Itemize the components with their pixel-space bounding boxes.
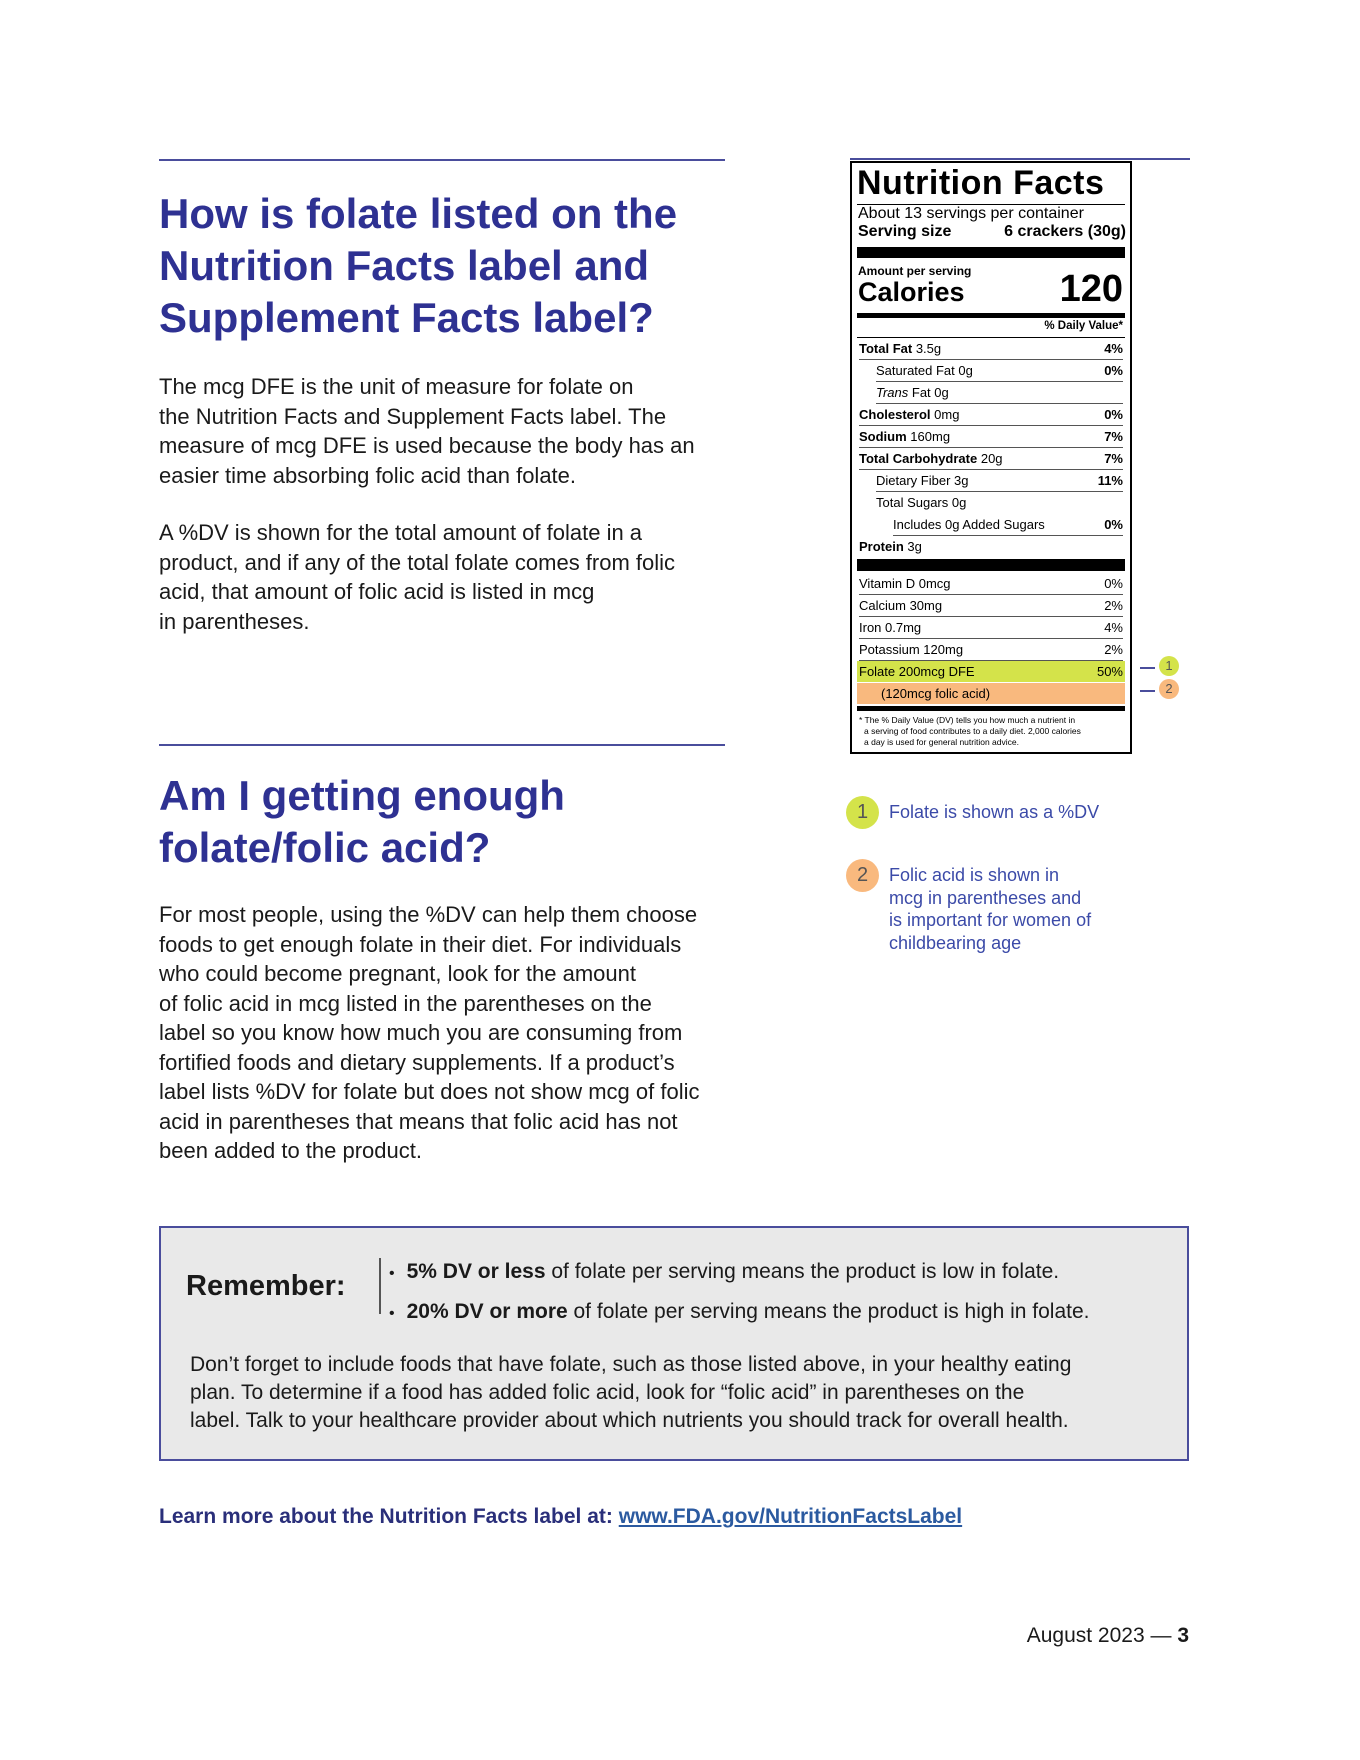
- text-line: who could become pregnant, look for the amount: [159, 961, 636, 986]
- page-footer: [1027, 1624, 1189, 1648]
- bullet-dot: •: [389, 1265, 395, 1282]
- marker-number: 1: [1165, 658, 1173, 673]
- thick-divider: [857, 559, 1125, 571]
- nutrient-row: [859, 338, 1123, 360]
- folate-name: Folate 200mcg DFE: [859, 664, 975, 679]
- remember-label: Remember:: [186, 1270, 346, 1302]
- text-line: acid in parentheses that means that folic acid has not: [159, 1108, 678, 1134]
- text-line: label so you know how much you are consuming from: [159, 1020, 683, 1045]
- callout-marker-2: [1159, 679, 1179, 699]
- vitamin-row: [859, 617, 1123, 639]
- remember-bullet: [389, 1298, 1089, 1328]
- learn-more-text: Learn more about the Nutrition Facts label at:: [159, 1505, 619, 1528]
- legend-badge-1: [846, 796, 879, 829]
- nutrient-name: Trans: [876, 385, 909, 400]
- thick-divider: [857, 247, 1125, 258]
- servings-per-container: About 13 servings per container: [858, 205, 1084, 222]
- vitamin-name: Vitamin D 0mcg: [859, 576, 951, 591]
- nutrition-facts-label: [850, 161, 1132, 754]
- daily-value-header: % Daily Value*: [1044, 320, 1123, 332]
- legend-badge-2: [846, 859, 879, 892]
- remember-body: [190, 1351, 1071, 1435]
- vitamin-row: [859, 573, 1123, 595]
- vitamin-name: Iron 0.7mg: [859, 620, 922, 635]
- text-line: The mcg DFE is the unit of measure for folate on: [159, 374, 634, 399]
- remember-divider: [379, 1258, 381, 1314]
- calories-label: Calories: [858, 277, 965, 307]
- nutrient-name: Total Carbohydrate: [859, 451, 978, 466]
- nutrient-dv: 11%: [1097, 473, 1123, 488]
- nutrient-amount: 0g: [951, 495, 967, 510]
- bullet-text: of folate per serving means the product is low in folate.: [545, 1260, 1060, 1283]
- vitamin-dv: 4%: [1104, 620, 1123, 635]
- nutrient-amount: 0g: [958, 363, 973, 378]
- nutrient-row: [876, 360, 1123, 382]
- top-rule-right: [850, 158, 1190, 160]
- text-line: measure of mcg DFE is used because the body has an: [159, 433, 695, 458]
- top-rule-left: [159, 159, 725, 161]
- badge-number: 2: [856, 864, 869, 886]
- body-line: Don’t forget to include foods that have folate, such as those listed above, in your healthy eating: [190, 1353, 1072, 1376]
- vitamin-dv: 0%: [1104, 576, 1123, 591]
- page-number: 3: [1177, 1624, 1189, 1647]
- legend-line: is important for women of: [889, 910, 1092, 930]
- badge-number: 1: [856, 801, 869, 823]
- legend-text-2: [889, 864, 1091, 954]
- folate-dv: 50%: [1096, 664, 1123, 679]
- section2-paragraph: [159, 900, 699, 1166]
- vitamin-row: [859, 639, 1123, 661]
- folic-acid-amount: (120mcg folic acid): [881, 686, 991, 701]
- folate-row-highlight: [857, 661, 1125, 682]
- section1-paragraph2: [159, 518, 675, 636]
- nutrient-amount: 3g: [907, 539, 922, 554]
- text-line: been added to the product.: [159, 1138, 422, 1163]
- body-line: plan. To determine if a food has added folic acid, look for “folic acid” in parentheses on the: [190, 1381, 1025, 1404]
- nutrient-row: [876, 492, 1123, 513]
- callout-marker-1: [1159, 656, 1179, 676]
- nutrient-row: [859, 404, 1123, 426]
- legend-line: Folate is shown as a %DV: [889, 802, 1100, 822]
- text-line: the Nutrition Facts and Supplement Facts label. The: [159, 403, 667, 429]
- nutrient-dv: 0%: [1104, 517, 1123, 532]
- legend-line: childbearing age: [889, 932, 1022, 953]
- nutrient-row: [893, 514, 1123, 536]
- nutrient-row: [876, 382, 1123, 404]
- nutrient-dv: 0%: [1104, 407, 1123, 422]
- fda-link[interactable]: www.FDA.gov/NutritionFactsLabel: [618, 1505, 963, 1528]
- footnote-line: * The % Daily Value (DV) tells you how much a nutrient in: [859, 715, 1076, 725]
- text-line: product, and if any of the total folate comes from folic: [159, 549, 676, 575]
- heading-line: Supplement Facts label?: [159, 294, 654, 341]
- nutrient-amount: 0mg: [934, 407, 960, 422]
- bullet-text: of folate per serving means the product is high in folate.: [567, 1300, 1090, 1323]
- marker-number: 2: [1165, 681, 1173, 696]
- label-title: Nutrition Facts: [857, 164, 1105, 202]
- nutrient-name: Includes 0g Added Sugars: [893, 517, 1045, 532]
- text-line: acid, that amount of folic acid is listed in mcg: [159, 579, 595, 604]
- text-line: A %DV is shown for the total amount of folate in a: [159, 520, 643, 545]
- nutrient-row: [859, 448, 1123, 470]
- footer-date: August 2023 —: [1026, 1624, 1172, 1647]
- section2-heading: [159, 770, 565, 874]
- nutrient-amount: 3g: [954, 473, 969, 488]
- footnote: [859, 715, 1081, 748]
- callout-connector-2: [1140, 690, 1155, 692]
- middle-rule: [159, 744, 725, 746]
- text-line: of folic acid in mcg listed in the parentheses on the: [159, 990, 652, 1016]
- nutrient-name: Protein: [859, 539, 904, 554]
- text-line: For most people, using the %DV can help them choose: [159, 902, 698, 927]
- vitamin-name: Calcium 30mg: [859, 598, 943, 613]
- nutrient-amount: Fat 0g: [911, 385, 949, 400]
- section1-heading: [159, 188, 677, 344]
- heading-line: How is folate listed on the: [159, 190, 678, 237]
- footnote-line: a day is used for general nutrition advice.: [864, 737, 1019, 747]
- nutrient-dv: 7%: [1104, 451, 1123, 466]
- nutrient-name: Total Fat: [859, 341, 913, 356]
- heading-line: Am I getting enough: [159, 772, 565, 819]
- legend-line: mcg in parentheses and: [889, 887, 1082, 908]
- bullet-bold: 5% DV or less: [406, 1260, 546, 1283]
- medium-divider: [857, 313, 1125, 318]
- vitamin-row: [859, 595, 1123, 617]
- remember-box: [159, 1226, 1189, 1461]
- nutrient-row: [876, 470, 1123, 492]
- nutrient-dv: 4%: [1104, 341, 1123, 356]
- vitamin-name: Potassium 120mg: [859, 642, 964, 657]
- nutrient-dv: 0%: [1104, 363, 1123, 378]
- bullet-bold: 20% DV or more: [406, 1300, 568, 1323]
- remember-bullet: [389, 1258, 1059, 1288]
- callout-connector-1: [1140, 667, 1155, 669]
- nutrient-amount: 160mg: [910, 429, 951, 444]
- serving-size-label: Serving size: [858, 223, 952, 240]
- legend-line: Folic acid is shown in: [889, 865, 1060, 885]
- nutrient-amount: 3.5g: [915, 341, 942, 356]
- medium-divider: [857, 706, 1125, 711]
- nutrient-name: Total Sugars: [876, 495, 949, 510]
- learn-more: [159, 1505, 962, 1529]
- nutrient-name: Saturated Fat: [876, 363, 955, 378]
- nutrient-row: [859, 536, 1123, 557]
- bullet-dot: •: [389, 1305, 395, 1322]
- nutrient-name: Cholesterol: [859, 407, 931, 422]
- text-line: easier time absorbing folic acid than folate.: [159, 462, 577, 488]
- nutrient-name: Sodium: [859, 429, 907, 444]
- amount-per-serving: Amount per serving: [858, 264, 972, 278]
- nutrient-name: Dietary Fiber: [876, 473, 951, 488]
- serving-size-value: 6 crackers (30g): [1004, 223, 1126, 240]
- vitamin-dv: 2%: [1104, 598, 1123, 613]
- section1-paragraph1: [159, 372, 695, 490]
- calories-value: 120: [1059, 268, 1123, 310]
- nutrient-amount: 20g: [980, 451, 1003, 466]
- serving-size: [858, 223, 1126, 241]
- vitamin-dv: 2%: [1104, 642, 1123, 657]
- nutrient-row: [859, 426, 1123, 448]
- text-line: label lists %DV for folate but does not show mcg of folic: [159, 1079, 700, 1104]
- text-line: in parentheses.: [159, 608, 310, 634]
- legend-text-1: [889, 801, 1099, 824]
- nutrient-dv: 7%: [1104, 429, 1123, 444]
- body-line: label. Talk to your healthcare provider about which nutrients you should track for overall health.: [190, 1409, 1069, 1432]
- heading-line: folate/folic acid?: [159, 824, 491, 871]
- footnote-line: a serving of food contributes to a daily diet. 2,000 calories: [864, 726, 1081, 736]
- heading-line: Nutrition Facts label and: [159, 242, 650, 289]
- text-line: foods to get enough folate in their diet. For individuals: [159, 931, 682, 957]
- text-line: fortified foods and dietary supplements. If a product’s: [159, 1049, 675, 1075]
- folic-acid-row-highlight: [857, 683, 1125, 704]
